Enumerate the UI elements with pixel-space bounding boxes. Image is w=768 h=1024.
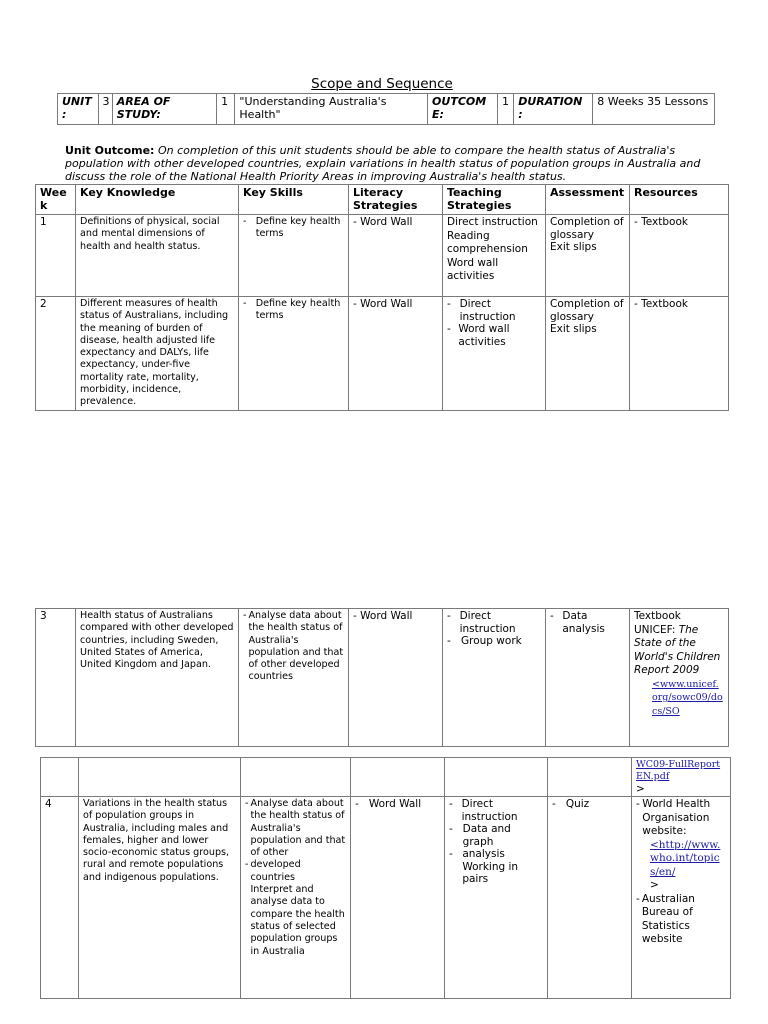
teaching-strategies: - Direct instruction - Data and graph - analysis Working in pairs <box>445 797 548 999</box>
col-resources: Resources <box>630 185 729 215</box>
assessment: - Data analysis <box>546 609 630 747</box>
assessment: Completion of glossary Exit slips <box>546 215 630 297</box>
resource-textbook: Textbook <box>634 610 681 622</box>
week-number: 4 <box>41 797 79 999</box>
table-row-continuation <box>41 758 731 797</box>
scope-table-week-4 <box>40 757 731 999</box>
teaching-strategies: - Direct instruction - Group work <box>443 609 546 747</box>
key-skills: - Analyse data about the health status of Australia's population and that of other developed countries <box>239 609 349 747</box>
col-week: Wee k <box>36 185 76 215</box>
resource-unicef: UNICEF: The State of the World's Children Report 2009 <box>634 623 721 676</box>
table-row <box>36 297 729 411</box>
unit-outcome <box>65 144 715 183</box>
outcome-label: OUTCOM E: <box>428 94 498 125</box>
unit-value: 3 <box>98 94 112 125</box>
teaching-strategies: Direct instruction Reading comprehension Word wall activities <box>443 215 546 297</box>
page-title: Scope and Sequence <box>311 76 453 92</box>
key-skills: - Define key health terms <box>239 297 349 411</box>
unicef-link[interactable]: <www.unicef.org/sowc09/docs/SO <box>652 678 723 717</box>
duration-label: DURATION : <box>514 94 593 125</box>
continued-resource: WC09-FullReportEN.pdf > <box>632 758 731 797</box>
key-knowledge: Different measures of health status of Australians, including the meaning of burden of disease, health adjusted life expectancy and DALYs, life expectancy, under-five mortality rate, mortality, morbidity, incidence, prevalence. <box>76 297 239 411</box>
week-number: 3 <box>36 609 76 747</box>
key-skills: - Define key health terms <box>239 215 349 297</box>
area-value: 1 <box>217 94 235 125</box>
col-key-knowledge: Key Knowledge <box>76 185 239 215</box>
teaching-strategies: - Direct instruction - Word wall activities <box>443 297 546 411</box>
unit-label: UNIT : <box>58 94 99 125</box>
assessment: - Quiz <box>548 797 632 999</box>
assessment: Completion of glossary Exit slips <box>546 297 630 411</box>
literacy-strategy: - Word Wall <box>349 609 443 747</box>
week-number: 2 <box>36 297 76 411</box>
literacy-strategy: - Word Wall <box>351 797 445 999</box>
col-teaching: Teaching Strategies <box>443 185 546 215</box>
unicef-link-continued[interactable]: WC09-FullReportEN.pdf <box>636 759 721 782</box>
table-row <box>36 215 729 297</box>
duration-value: 8 Weeks 35 Lessons <box>593 94 715 125</box>
area-label: AREA OF STUDY: <box>112 94 216 125</box>
outcome-value: 1 <box>497 94 513 125</box>
header-table <box>57 93 715 125</box>
unit-outcome-label: Unit Outcome: <box>65 144 155 157</box>
col-assessment: Assessment <box>546 185 630 215</box>
key-skills: - Analyse data about the health status of Australia's population and that of other - developed countries Interpret and analyse data to compare the health status of selected population groups in Australia <box>241 797 351 999</box>
key-knowledge: Variations in the health status of population groups in Australia, including males and females, higher and lower socio-economic status groups, rural and remote populations and indigenous populations. <box>79 797 241 999</box>
unit-outcome-text: On completion of this unit students should be able to compare the health status of Australia's population with other developed countries, explain variations in health status of population groups in Australia and discuss the role of the National Health Priority Areas in improving Australia's health status. <box>65 144 701 183</box>
resources: - Textbook <box>630 297 729 411</box>
literacy-strategy: - Word Wall <box>349 297 443 411</box>
resources <box>630 609 729 747</box>
literacy-strategy: - Word Wall <box>349 215 443 297</box>
table-row <box>41 797 731 999</box>
resources: - World Health Organisation website: <http://www.who.int/topics/en/ > - Australian Bureau of Statistics website <box>632 797 731 999</box>
week-number: 1 <box>36 215 76 297</box>
key-knowledge: Definitions of physical, social and mental dimensions of health and health status. <box>76 215 239 297</box>
scope-table-week-3 <box>35 608 729 747</box>
key-knowledge: Health status of Australians compared with other developed countries, including Sweden, United States of America, United Kingdom and Japan. <box>76 609 239 747</box>
col-key-skills: Key Skills <box>239 185 349 215</box>
area-title: "Understanding Australia's Health" <box>235 94 428 125</box>
resources: - Textbook <box>630 215 729 297</box>
col-literacy: Literacy Strategies <box>349 185 443 215</box>
scope-table-weeks-1-2 <box>35 184 729 411</box>
who-link[interactable]: <http://www.who.int/topics/en/ <box>650 838 721 878</box>
table-row <box>36 609 729 747</box>
